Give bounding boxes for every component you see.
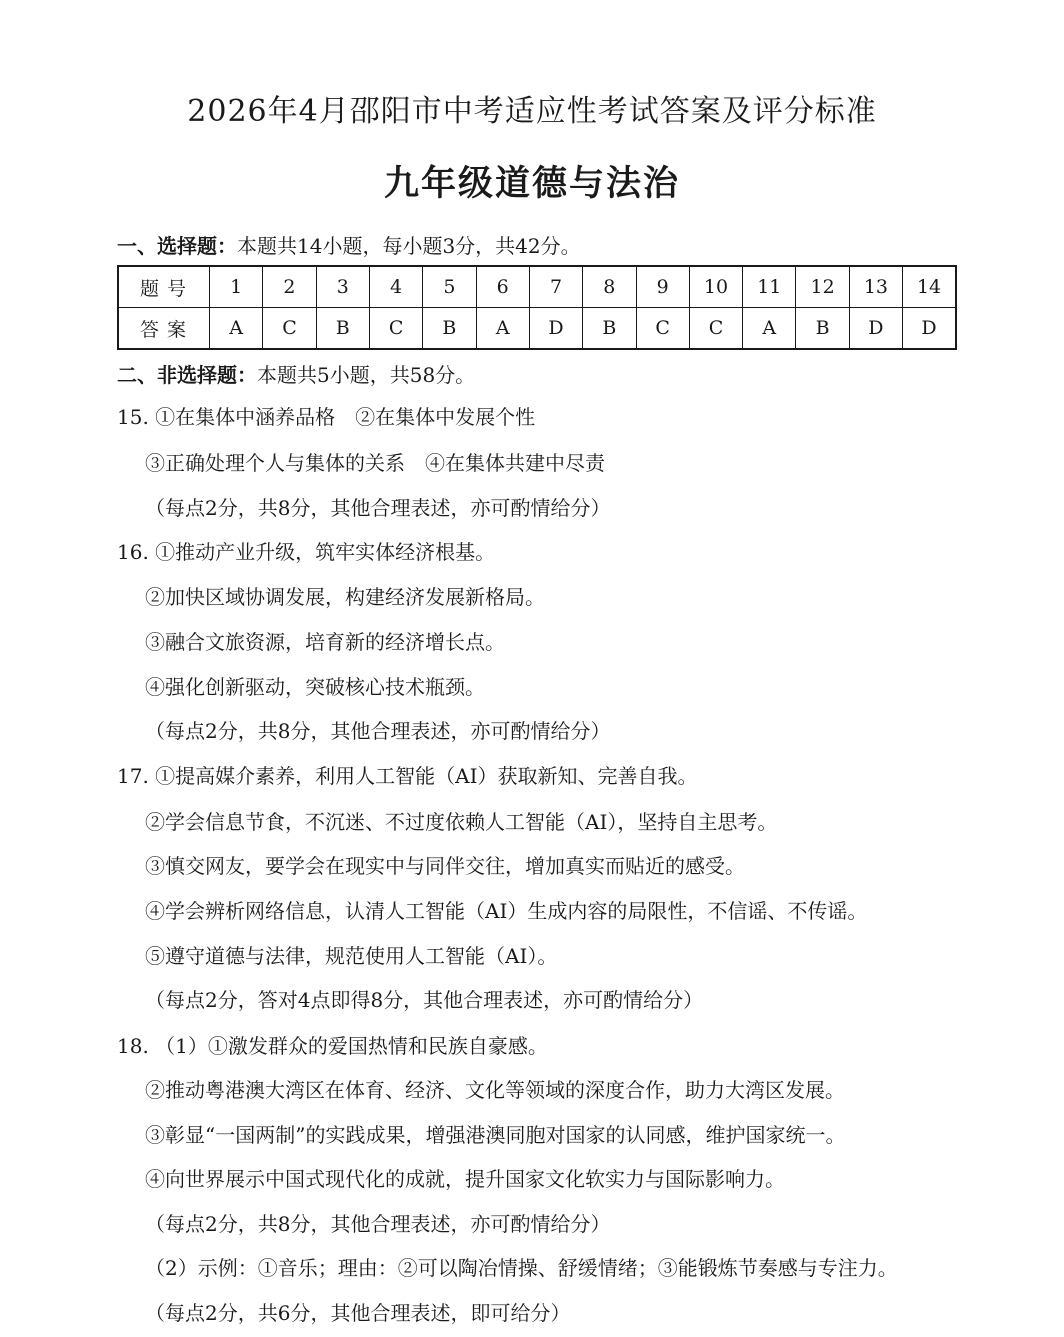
q18-scoring-note-2: （每点2分，共6分，其他合理表述，即可给分） [145,1301,571,1325]
question-number-cell: 6 [476,266,529,308]
page-title: 2026年4月邵阳市中考适应性考试答案及评分标准 [187,94,877,129]
answer-cell: C [636,308,689,350]
answer-cell: B [423,308,476,350]
q18-line-3: ③彰显“一国两制”的实践成果，增强港澳同胞对国家的认同感，维护国家统一。 [145,1123,846,1147]
q16-scoring-note: （每点2分，共8分，其他合理表述，亦可酌情给分） [145,719,611,743]
question-number-cell: 4 [369,266,422,308]
subject-title: 九年级道德与法治 [383,163,680,204]
answer-cell: A [476,308,529,350]
row-label-answer: 答案 [118,308,210,350]
row-label-question-number: 题号 [118,266,210,308]
question-number-cell: 12 [796,266,849,308]
answer-cell: C [263,308,316,350]
answer-cell: B [316,308,369,350]
q15-scoring-note: （每点2分，共8分，其他合理表述，亦可酌情给分） [145,496,611,520]
section-description: 本题共5小题，共58分。 [257,363,476,387]
q18-scoring-note-1: （每点2分，共8分，其他合理表述，亦可酌情给分） [145,1212,611,1236]
q17-line-5: ⑤遵守道德与法律，规范使用人工智能（AI）。 [145,944,558,968]
q17-scoring-note: （每点2分，答对4点即得8分，其他合理表述，亦可酌情给分） [145,988,704,1012]
q17-line-2: ②学会信息节食，不沉迷、不过度依赖人工智能（AI），坚持自主思考。 [145,810,778,834]
section-description: 本题共14小题，每小题3分，共42分。 [237,234,581,258]
q16-line-4: ④强化创新驱动，突破核心技术瓶颈。 [145,675,485,699]
section-multiple-choice-heading [117,230,581,259]
q18-line-2: ②推动粤港澳大湾区在体育、经济、文化等领域的深度合作，助力大湾区发展。 [145,1078,845,1102]
question-number-cell: 5 [423,266,476,308]
q16-line-2: ②加快区域协调发展，构建经济发展新格局。 [145,585,545,609]
q18-line-4: ④向世界展示中国式现代化的成就，提升国家文化软实力与国际影响力。 [145,1167,785,1191]
answer-cell: A [743,308,796,350]
q17-line-1: 17. ①提高媒介素养，利用人工智能（AI）获取新知、完善自我。 [117,764,698,788]
q15-line-2: ③正确处理个人与集体的关系 ④在集体共建中尽责 [145,451,605,475]
q17-line-3: ③慎交网友，要学会在现实中与同伴交往，增加真实而贴近的感受。 [145,854,745,878]
question-number-row [118,266,956,308]
question-number-cell: 9 [636,266,689,308]
q18-line-1: 18. （1）①激发群众的爱国热情和民族自豪感。 [117,1034,548,1058]
question-number-cell: 13 [849,266,902,308]
q17-line-4: ④学会辨析网络信息，认清人工智能（AI）生成内容的局限性，不信谣、不传谣。 [145,899,868,923]
answer-cell: D [849,308,902,350]
answer-cell: D [903,308,956,350]
question-number-cell: 10 [689,266,742,308]
q18-part2-line: （2）示例：①音乐；理由：②可以陶冶情操、舒缓情绪；③能锻炼节奏感与专注力。 [145,1256,898,1280]
question-number-cell: 3 [316,266,369,308]
answer-cell: B [583,308,636,350]
answer-cell: B [796,308,849,350]
question-number-cell: 11 [743,266,796,308]
q16-line-1: 16. ①推动产业升级，筑牢实体经济根基。 [117,540,496,564]
section-label: 一、选择题： [117,234,237,258]
question-number-cell: 8 [583,266,636,308]
answer-key-table [117,265,957,350]
q16-line-3: ③融合文旅资源，培育新的经济增长点。 [145,630,505,654]
answer-cell: C [689,308,742,350]
question-number-cell: 7 [529,266,582,308]
question-number-cell: 2 [263,266,316,308]
answer-cell: D [529,308,582,350]
q15-line-1: 15. ①在集体中涵养品格 ②在集体中发展个性 [117,405,536,429]
answer-cell: C [369,308,422,350]
section-label: 二、非选择题： [117,363,257,387]
question-number-cell: 14 [903,266,956,308]
section-open-questions-heading [117,359,475,388]
answer-cell: A [210,308,263,350]
answer-row [118,308,956,350]
question-number-cell: 1 [210,266,263,308]
